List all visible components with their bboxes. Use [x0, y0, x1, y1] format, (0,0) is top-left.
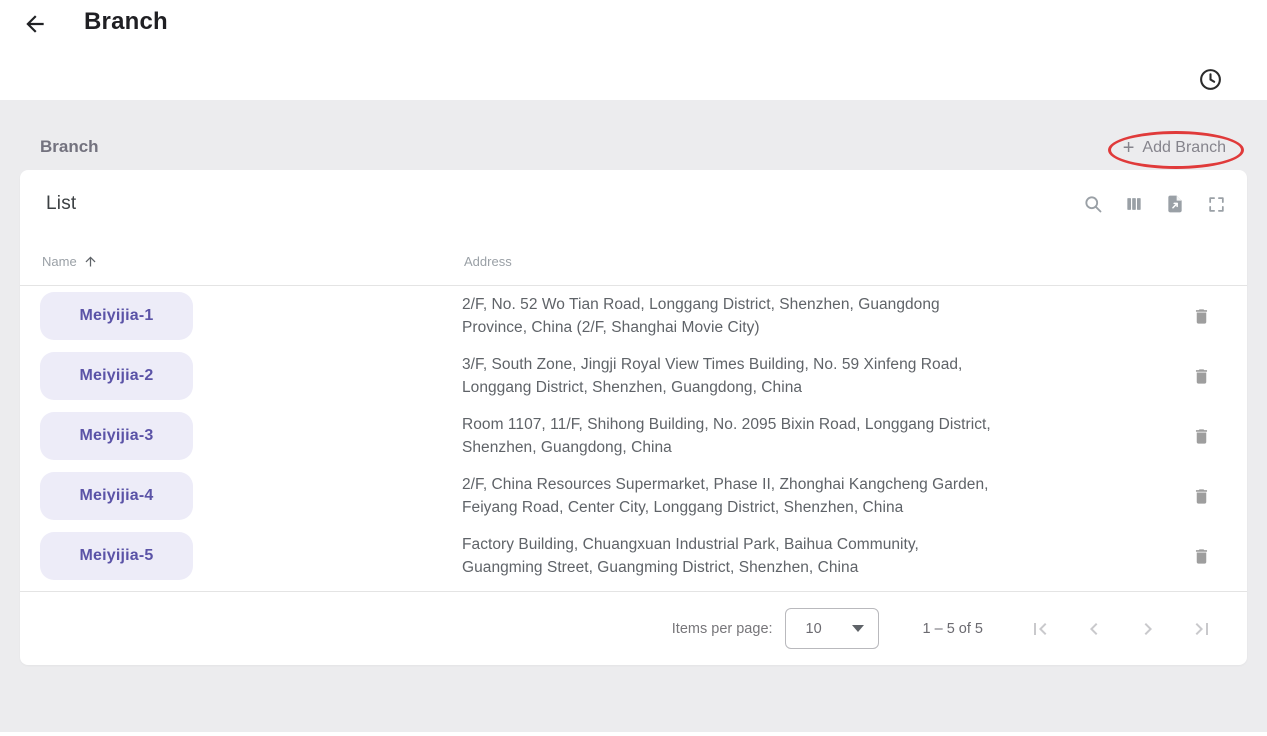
table-row [20, 406, 1247, 466]
branch-address: 3/F, South Zone, Jingji Royal View Times Building, No. 59 Xinfeng Road, Longgang District, Shenzhen, Guangdong, China [462, 356, 963, 396]
search-icon [1083, 194, 1103, 214]
table-toolbar [1082, 193, 1227, 215]
trash-icon [1192, 367, 1211, 386]
section-title: Branch [40, 137, 99, 156]
top-bar [0, 0, 1267, 100]
chevron-down-icon [852, 625, 864, 632]
page-size-select[interactable] [785, 608, 879, 649]
back-button[interactable] [20, 9, 50, 39]
card-header [20, 170, 1247, 238]
plus-icon: + [1122, 137, 1135, 159]
export-button[interactable] [1164, 193, 1186, 215]
add-branch-button[interactable] [1117, 135, 1232, 161]
clock-icon [1198, 67, 1223, 92]
branch-address: 2/F, No. 52 Wo Tian Road, Longgang District, Shenzhen, Guangdong Province, China (2/F, Shanghai Movie City) [462, 296, 940, 336]
arrow-back-icon [22, 11, 48, 37]
address-header-label: Address [464, 254, 512, 269]
page-title: Branch [84, 8, 168, 35]
branch-name-chip[interactable]: Meiyijia-4 [40, 472, 193, 520]
paginator [20, 591, 1247, 665]
branch-name-chip[interactable]: Meiyijia-1 [40, 292, 193, 340]
delete-branch-button[interactable] [1188, 483, 1214, 509]
table-body [20, 286, 1247, 586]
previous-page-button[interactable] [1074, 609, 1114, 649]
columns-button[interactable] [1123, 193, 1145, 215]
page-range-label: 1 – 5 of 5 [922, 620, 983, 637]
sort-ascending-icon [83, 254, 98, 269]
name-header-label: Name [42, 254, 77, 269]
branch-name-chip[interactable]: Meiyijia-2 [40, 352, 193, 400]
table-row [20, 286, 1247, 346]
branch-list-card [20, 170, 1247, 665]
trash-icon [1192, 547, 1211, 566]
columns-icon [1124, 194, 1144, 214]
branch-address: 2/F, China Resources Supermarket, Phase II, Zhonghai Kangcheng Garden, Feiyang Road, Center City, Longgang District, Shenzhen, China [462, 476, 989, 516]
section-header [0, 100, 1267, 170]
first-page-button[interactable] [1020, 609, 1060, 649]
delete-branch-button[interactable] [1188, 543, 1214, 569]
delete-branch-button[interactable] [1188, 423, 1214, 449]
export-file-icon [1165, 194, 1185, 214]
chevron-left-icon [1082, 617, 1106, 641]
table-row [20, 526, 1247, 586]
branch-name-chip[interactable]: Meiyijia-5 [40, 532, 193, 580]
trash-icon [1192, 487, 1211, 506]
items-per-page-label: Items per page: [671, 620, 773, 637]
column-header-name[interactable] [42, 254, 464, 269]
next-page-button[interactable] [1128, 609, 1168, 649]
branch-name-chip[interactable]: Meiyijia-3 [40, 412, 193, 460]
table-row [20, 466, 1247, 526]
delete-branch-button[interactable] [1188, 303, 1214, 329]
table-header-row [20, 238, 1247, 286]
branch-address: Factory Building, Chuangxuan Industrial Park, Baihua Community, Guangming Street, Guangming District, Shenzhen, China [462, 536, 919, 576]
search-button[interactable] [1082, 193, 1104, 215]
list-title: List [46, 193, 77, 214]
first-page-icon [1028, 617, 1052, 641]
trash-icon [1192, 427, 1211, 446]
page-size-value: 10 [805, 620, 822, 637]
content-panel [0, 100, 1267, 732]
add-branch-label: Add Branch [1142, 139, 1226, 156]
chevron-right-icon [1136, 617, 1160, 641]
last-page-button[interactable] [1182, 609, 1222, 649]
history-button[interactable] [1197, 66, 1223, 92]
branch-address: Room 1107, 11/F, Shihong Building, No. 2095 Bixin Road, Longgang District, Shenzhen, Guangdong, China [462, 416, 991, 456]
fullscreen-button[interactable] [1205, 193, 1227, 215]
trash-icon [1192, 307, 1211, 326]
fullscreen-icon [1207, 195, 1226, 214]
delete-branch-button[interactable] [1188, 363, 1214, 389]
column-header-address[interactable] [464, 254, 1024, 269]
table-row [20, 346, 1247, 406]
last-page-icon [1190, 617, 1214, 641]
